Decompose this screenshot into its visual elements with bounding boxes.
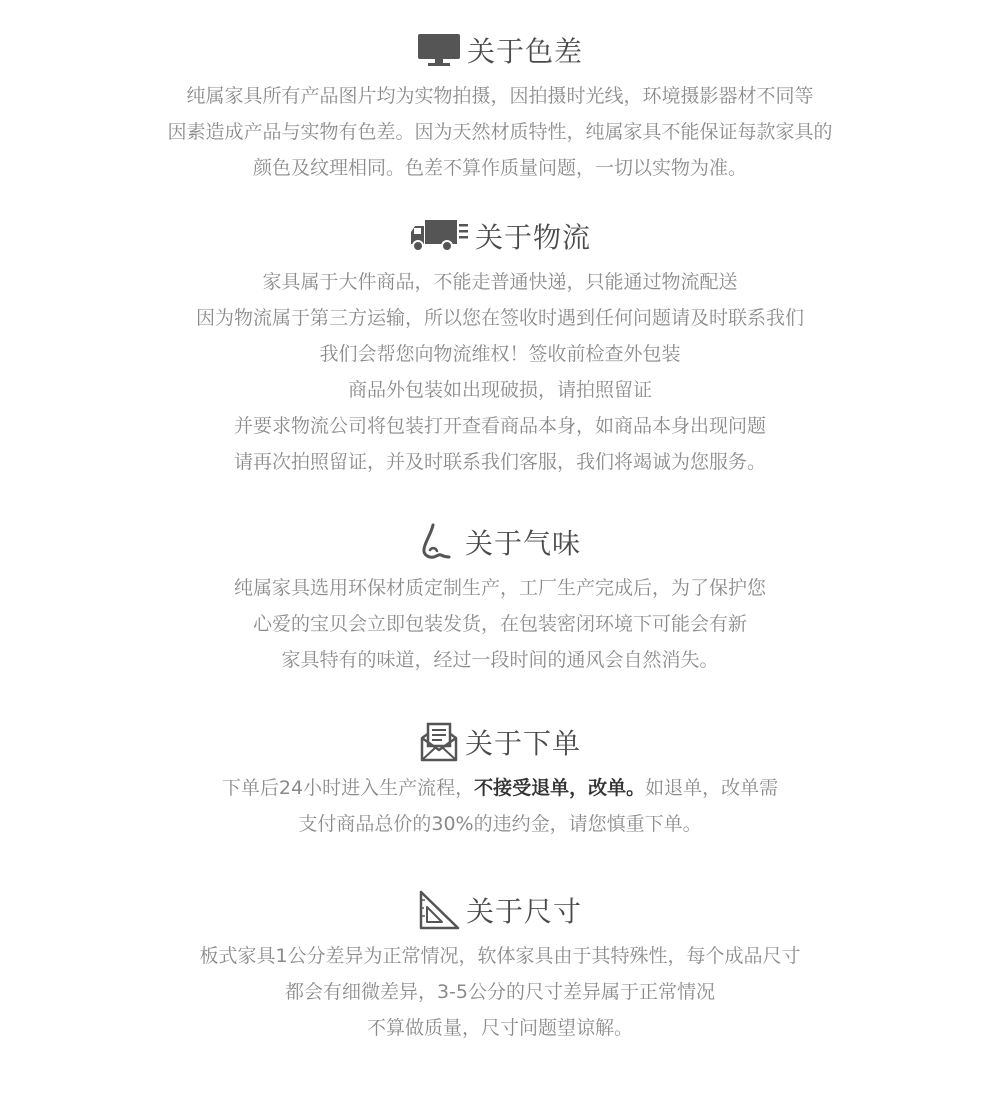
body-line: 支付商品总价的30%的违约金，请您慎重下单。: [298, 813, 702, 835]
section-smell: [0, 520, 1000, 678]
order-envelope-icon: [419, 721, 459, 763]
section-title: 关于物流: [474, 221, 591, 254]
section-heading: [0, 520, 1000, 564]
section-body: [0, 938, 1000, 1046]
body-line: 心爱的宝贝会立即包装发货，在包装密闭环境下可能会有新: [252, 613, 747, 635]
section-title: 关于尺寸: [465, 895, 582, 928]
body-line: 因为物流属于第三方运输，所以您在签收时遇到任何问题请及时联系我们: [195, 307, 804, 329]
set-square-icon: [418, 890, 460, 930]
body-text: 下单后24小时进入生产流程，: [221, 777, 475, 799]
nose-icon: [419, 522, 459, 562]
section-heading: [0, 888, 1000, 932]
section-logistics: [0, 214, 1000, 480]
body-line: 板式家具1公分差异为正常情况，软体家具由于其特殊性，每个成品尺寸: [199, 945, 801, 967]
body-line: 请再次拍照留证，并及时联系我们客服，我们将竭诚为您服务。: [233, 451, 766, 473]
section-body: [0, 770, 1000, 842]
body-text: 如退单，改单需: [645, 777, 779, 799]
section-body: [0, 570, 1000, 678]
section-title: 关于气味: [464, 527, 581, 560]
body-line: 纯属家具所有产品图片均为实物拍摄，因拍摄时光线，环境摄影器材不同等: [186, 85, 814, 107]
section-heading: [0, 720, 1000, 764]
body-line: 都会有细微差异，3-5公分的尺寸差异属于正常情况: [284, 981, 716, 1003]
body-line: 并要求物流公司将包装打开查看商品本身，如商品本身出现问题: [233, 415, 766, 437]
body-line: 家具属于大件商品，不能走普通快递，只能通过物流配送: [262, 271, 738, 293]
body-line: [0, 770, 1000, 806]
section-heading: [0, 214, 1000, 258]
monitor-icon: [417, 33, 461, 67]
section-title: 关于下单: [464, 727, 581, 760]
body-line: 我们会帮您向物流维权！签收前检查外包装: [319, 343, 681, 365]
body-emphasis: 不接受退单，改单。: [474, 777, 646, 799]
section-title: 关于色差: [466, 35, 583, 68]
section-heading: [0, 28, 1000, 72]
body-line: 商品外包装如出现破损，请拍照留证: [347, 379, 652, 401]
body-line: 颜色及纹理相同。色差不算作质量问题，一切以实物为准。: [252, 157, 747, 179]
body-line: 不算做质量，尺寸问题望谅解。: [366, 1017, 633, 1039]
body-line: 纯属家具选用环保材质定制生产，工厂生产完成后，为了保护您: [233, 577, 766, 599]
section-body: [0, 264, 1000, 480]
section-color-difference: [0, 28, 1000, 186]
section-body: [0, 78, 1000, 186]
body-line: 因素造成产品与实物有色差。因为天然材质特性，纯属家具不能保证每款家具的: [167, 121, 833, 143]
truck-icon: [409, 218, 469, 254]
section-size: [0, 888, 1000, 1046]
body-line: 家具特有的味道，经过一段时间的通风会自然消失。: [281, 649, 719, 671]
section-order: [0, 720, 1000, 842]
